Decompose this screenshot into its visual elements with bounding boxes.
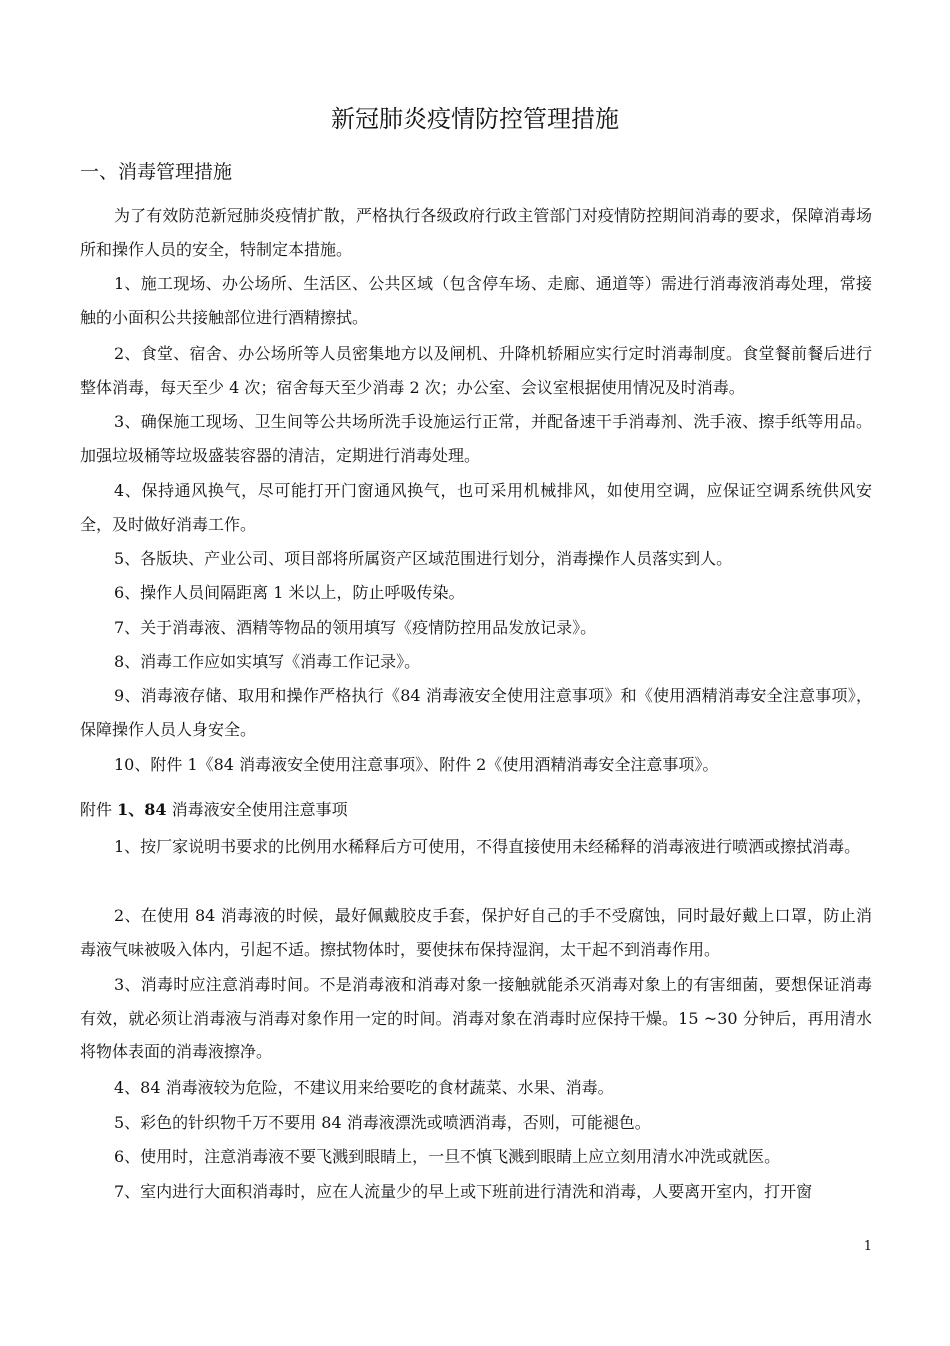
paragraph-item-3: 3、确保施工现场、卫生间等公共场所洗手设施运行正常，并配备速干手消毒剂、洗手液、擦手纸等用品。加强垃圾桶等垃圾盛装容器的清洁，定期进行消毒处理。: [80, 412, 872, 465]
paragraph-item-1: 1、施工现场、办公场所、生活区、公共区域（包含停车场、走廊、通道等）需进行消毒液消毒处理，常接触的小面积公共接触部位进行酒精擦拭。: [80, 274, 872, 327]
paragraph-item-2: 2、食堂、宿舍、办公场所等人员密集地方以及闸机、升降机轿厢应实行定时消毒制度。食堂餐前餐后进行整体消毒，每天至少 4 次；宿舍每天至少消毒 2 次；办公室、会议室根据使用情况及时消毒。: [80, 344, 872, 397]
attachment-1-item-7: 7、室内进行大面积消毒时，应在人流量少的早上或下班前进行清洗和消毒，人要离开室内，打开窗: [114, 1182, 813, 1201]
attachment-1-bold: 1、84: [117, 800, 167, 819]
page-number: 1: [863, 1239, 872, 1254]
attachment-1-item-2: 2、在使用 84 消毒液的时候，最好佩戴胶皮手套，保护好自己的手不受腐蚀，同时最好戴上口罩，防止消毒液气味被吸入体内，引起不适。擦拭物体时，要使抹布保持湿润，太干起不到消毒作用。: [80, 906, 872, 959]
attachment-1-item-5: 5、彩色的针织物千万不要用 84 消毒液漂洗或喷洒消毒，否则，可能褪色。: [114, 1113, 651, 1132]
attachment-1-rest: 消毒液安全使用注意事项: [166, 800, 348, 819]
paragraph-intro: 为了有效防范新冠肺炎疫情扩散，严格执行各级政府行政主管部门对疫情防控期间消毒的要求，保障消毒场所和操作人员的安全，特制定本措施。: [80, 206, 872, 259]
attachment-1-item-4: 4、84 消毒液较为危险，不建议用来给要吃的食材蔬菜、水果、消毒。: [114, 1078, 614, 1097]
paragraph-item-8: 8、消毒工作应如实填写《消毒工作记录》。: [114, 652, 421, 671]
paragraph-item-9: 9、消毒液存储、取用和操作严格执行《84 消毒液安全使用注意事项》和《使用酒精消毒安全注意事项》，保障操作人员人身安全。: [80, 686, 872, 739]
attachment-1-item-6: 6、使用时，注意消毒液不要飞溅到眼睛上，一旦不慎飞溅到眼睛上应立刻用清水冲洗或就医。: [114, 1147, 781, 1166]
paragraph-item-5: 5、各版块、产业公司、项目部将所属资产区域范围进行划分，消毒操作人员落实到人。: [114, 549, 733, 568]
paragraph-item-6: 6、操作人员间隔距离 1 米以上，防止呼吸传染。: [114, 583, 465, 602]
attachment-1-heading: [80, 796, 348, 824]
paragraph-item-7: 7、关于消毒液、酒精等物品的领用填写《疫情防控用品发放记录》。: [114, 618, 597, 637]
paragraph-item-4: 4、保持通风换气，尽可能打开门窗通风换气，也可采用机械排风，如使用空调，应保证空调系统供风安全，及时做好消毒工作。: [80, 481, 872, 534]
attachment-1-item-3: 3、消毒时应注意消毒时间。不是消毒液和消毒对象一接触就能杀灭消毒对象上的有害细菌，要想保证消毒有效，就必须让消毒液与消毒对象作用一定的时间。消毒对象在消毒时应保持干燥。15 ~30 分钟后，再用清水将物体表面的消毒液擦净。: [80, 975, 872, 1061]
attachment-1-prefix: 附件: [80, 800, 118, 819]
paragraph-item-10: 10、附件 1《84 消毒液安全使用注意事项》、附件 2《使用酒精消毒安全注意事项》。: [114, 755, 719, 774]
page-title: 新冠肺炎疫情防控管理措施: [331, 105, 619, 133]
section-heading-disinfection: 一、消毒管理措施: [80, 161, 233, 183]
attachment-1-item-1: 1、按厂家说明书要求的比例用水稀释后方可使用，不得直接使用未经稀释的消毒液进行喷洒或擦拭消毒。: [114, 837, 861, 856]
